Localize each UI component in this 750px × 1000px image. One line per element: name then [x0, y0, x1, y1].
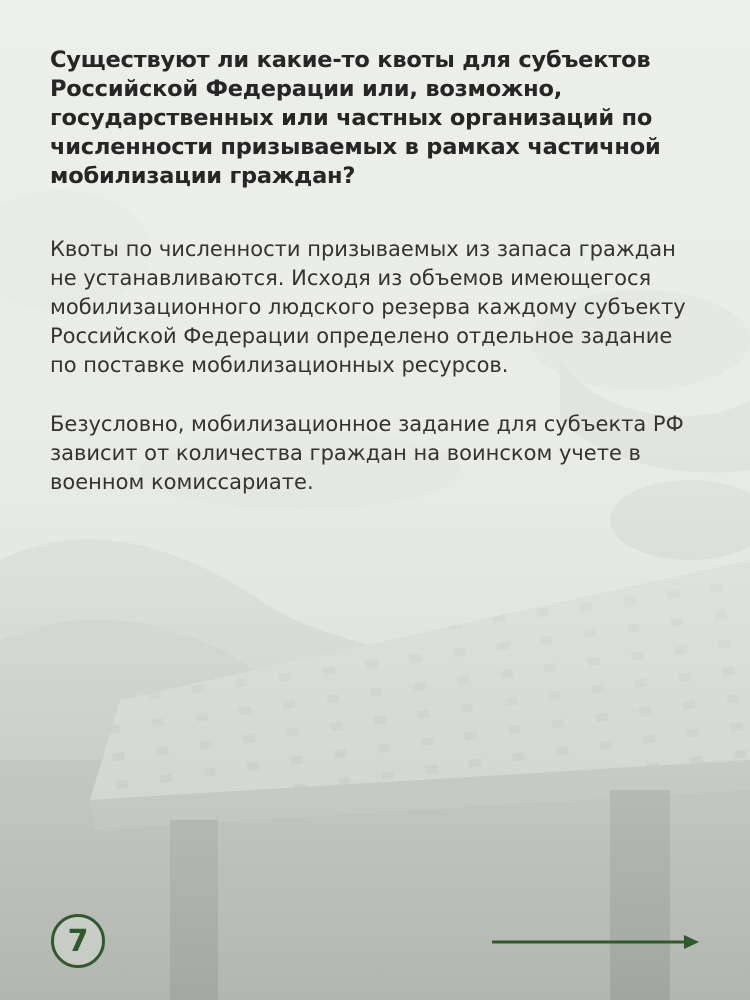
text-content: [50, 46, 700, 497]
answer-paragraph-2: Безусловно, мобилизационное задание для субъекта РФ зависит от количества граждан на воинском учете в военном комиссариате.: [50, 412, 684, 494]
arrow-right-icon[interactable]: [492, 932, 700, 952]
question-heading: Существуют ли какие-то квоты для субъектов Российской Федерации или, возможно, государственных или частных организаций по численности призываемых в рамках частичной мобилизации граждан?: [50, 47, 661, 189]
page-number-badge: 7: [51, 914, 105, 968]
answer-paragraph-1: Квоты по численности призываемых из запаса граждан не устанавливаются. Исходя из объемов имеющегося мобилизационного людского резерва каждому субъекту Российской Федерации определено отдельное задание по поставке мобилизационных ресурсов.: [50, 237, 686, 377]
